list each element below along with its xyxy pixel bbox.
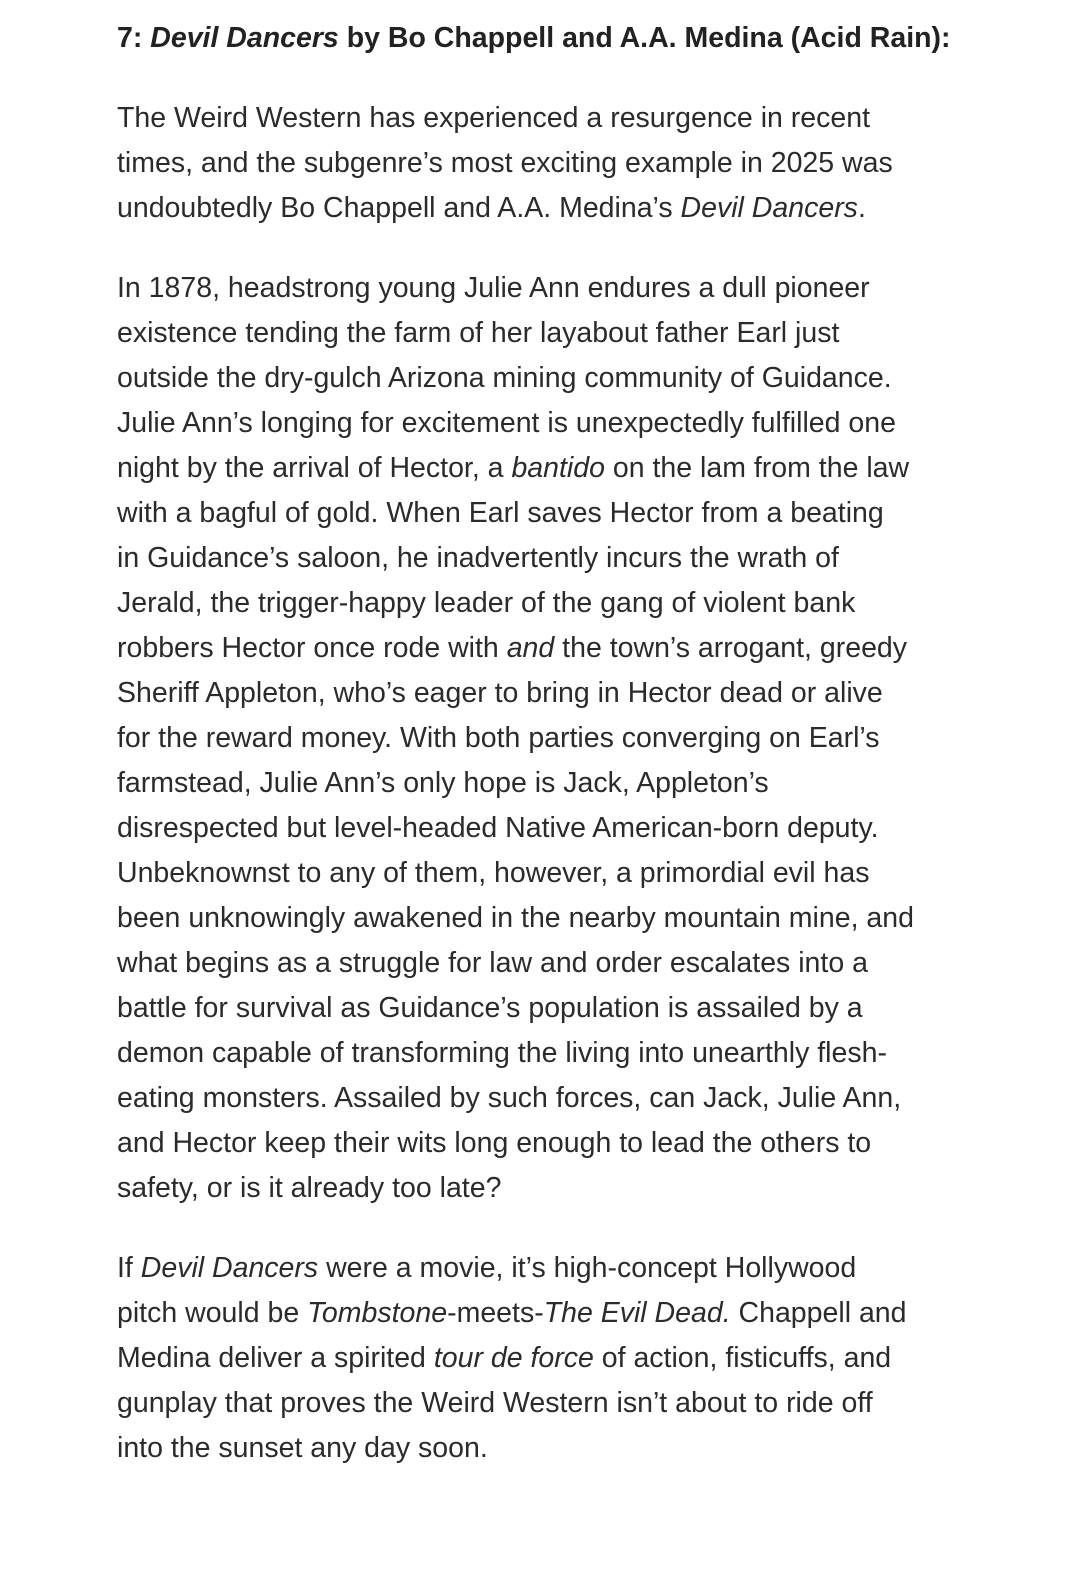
italic-word: and — [506, 632, 555, 664]
paragraph-synopsis — [117, 266, 957, 1211]
text-line: in Guidance’s saloon, he inadvertently incurs the wrath of — [117, 542, 839, 574]
text-line: into the sunset any day soon. — [117, 1432, 488, 1464]
paragraph-verdict — [117, 1246, 957, 1471]
film-title: Tombstone — [307, 1297, 448, 1329]
italic-word: bantido — [511, 452, 605, 484]
text-line: safety, or is it already too late? — [117, 1172, 502, 1204]
text-line: farmstead, Julie Ann’s only hope is Jack, Appleton’s — [117, 767, 769, 799]
text-line: existence tending the farm of her layabout father Earl just — [117, 317, 840, 349]
paragraph-intro — [117, 96, 957, 231]
text-line: Jerald, the trigger-happy leader of the gang of violent bank — [117, 587, 856, 619]
text-line: for the reward money. With both parties converging on Earl’s — [117, 722, 880, 754]
text-line: Sheriff Appleton, who’s eager to bring in Hector dead or alive — [117, 677, 883, 709]
text-line: undoubtedly Bo Chappell and A.A. Medina’s Devil Dancers. — [117, 192, 866, 224]
text-line: pitch would be Tombstone-meets-The Evil Dead. Chappell and — [117, 1297, 907, 1329]
text-line: what begins as a struggle for law and order escalates into a — [117, 947, 868, 979]
article-body — [117, 16, 957, 1506]
text-line: disrespected but level-headed Native American-born deputy. — [117, 812, 879, 844]
book-title: Devil Dancers — [140, 1252, 319, 1284]
italic-phrase: tour de force — [433, 1342, 594, 1374]
heading-authors: by Bo Chappell and A.A. Medina (Acid Rain): — [338, 22, 951, 54]
heading-book-title: Devil Dancers — [150, 22, 339, 54]
text-line: eating monsters. Assailed by such forces, can Jack, Julie Ann, — [117, 1082, 902, 1114]
text-line: times, and the subgenre’s most exciting example in 2025 was — [117, 147, 893, 179]
section-heading — [117, 16, 957, 61]
text-line: demon capable of transforming the living into unearthly flesh- — [117, 1037, 887, 1069]
text-line: In 1878, headstrong young Julie Ann endures a dull pioneer — [117, 272, 870, 304]
text-line: outside the dry-gulch Arizona mining community of Guidance. — [117, 362, 892, 394]
text-line: with a bagful of gold. When Earl saves Hector from a beating — [117, 497, 884, 529]
heading-number: 7: — [117, 22, 151, 54]
text-line: Unbeknownst to any of them, however, a primordial evil has — [117, 857, 870, 889]
text-line: and Hector keep their wits long enough to lead the others to — [117, 1127, 872, 1159]
film-title: The Evil Dead. — [543, 1297, 731, 1329]
text-line: battle for survival as Guidance’s population is assailed by a — [117, 992, 863, 1024]
text-line: Julie Ann’s longing for excitement is unexpectedly fulfilled one — [117, 407, 896, 439]
text-line: Medina deliver a spirited tour de force of action, fisticuffs, and — [117, 1342, 892, 1374]
book-title: Devil Dancers — [680, 192, 858, 224]
text-line: The Weird Western has experienced a resurgence in recent — [117, 102, 871, 134]
text-line: If Devil Dancers were a movie, it’s high-concept Hollywood — [117, 1252, 857, 1284]
text-line: gunplay that proves the Weird Western isn’t about to ride off — [117, 1387, 873, 1419]
text-line: been unknowingly awakened in the nearby mountain mine, and — [117, 902, 914, 934]
text-line: robbers Hector once rode with and the town’s arrogant, greedy — [117, 632, 908, 664]
text-line: night by the arrival of Hector, a bantido on the lam from the law — [117, 452, 910, 484]
